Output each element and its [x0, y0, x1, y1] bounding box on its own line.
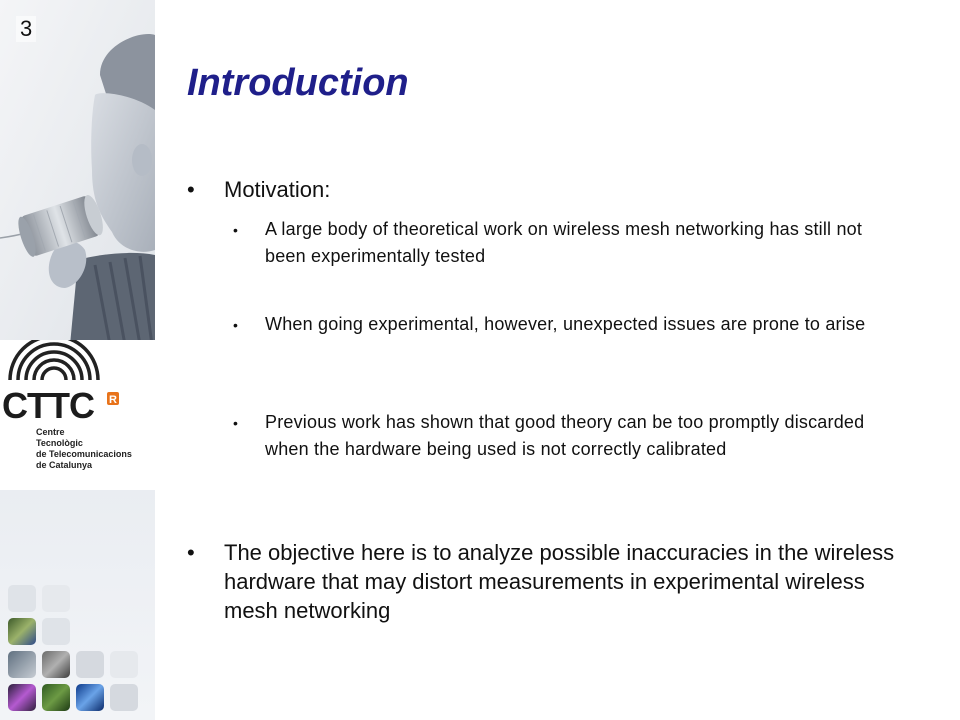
slide-title: Introduction [187, 62, 409, 104]
tile [42, 585, 70, 612]
bullet-dot-icon: • [233, 415, 239, 431]
left-decorative-strip [0, 0, 155, 720]
bullet-dot-icon: • [233, 317, 239, 333]
tile [76, 651, 104, 678]
svg-text:R: R [109, 394, 117, 406]
tile [8, 651, 36, 678]
sub-bullet-text: A large body of theoretical work on wireless mesh networking has still not been experimentally tested [265, 219, 863, 266]
child-tin-can-photo [0, 0, 155, 345]
tile [42, 684, 70, 711]
tile [42, 651, 70, 678]
tile [8, 684, 36, 711]
svg-text:CTTC: CTTC [2, 385, 94, 426]
bullet-dot-icon: • [187, 177, 195, 202]
bullet-dot-icon: • [187, 540, 195, 565]
sub-bullet-text: Previous work has shown that good theory can be too promptly discarded when the hardware being used is not correctly calibrated [265, 412, 865, 459]
svg-text:Tecnològic: Tecnològic [36, 438, 83, 448]
decorative-image-tiles [0, 490, 155, 720]
svg-text:de Telecomunicacions: de Telecomunicacions [36, 449, 132, 459]
svg-text:Centre: Centre [36, 427, 65, 437]
bullet-text: The objective here is to analyze possible inaccuracies in the wireless hardware that may distort measurements in experimental wireless mesh networking [224, 540, 895, 623]
cttc-logo [0, 340, 155, 490]
tile [110, 684, 138, 711]
slide-number: 3 [16, 16, 36, 42]
tile [110, 651, 138, 678]
tile [42, 618, 70, 645]
bullet-text: Motivation: [224, 177, 331, 202]
tile [76, 684, 104, 711]
bullet-dot-icon: • [233, 222, 239, 238]
tile [8, 618, 36, 645]
sub-bullet-text: When going experimental, however, unexpected issues are prone to arise [265, 314, 866, 334]
cttc-logo-graphic [0, 340, 155, 490]
tile [8, 585, 36, 612]
svg-text:de Catalunya: de Catalunya [36, 460, 93, 470]
